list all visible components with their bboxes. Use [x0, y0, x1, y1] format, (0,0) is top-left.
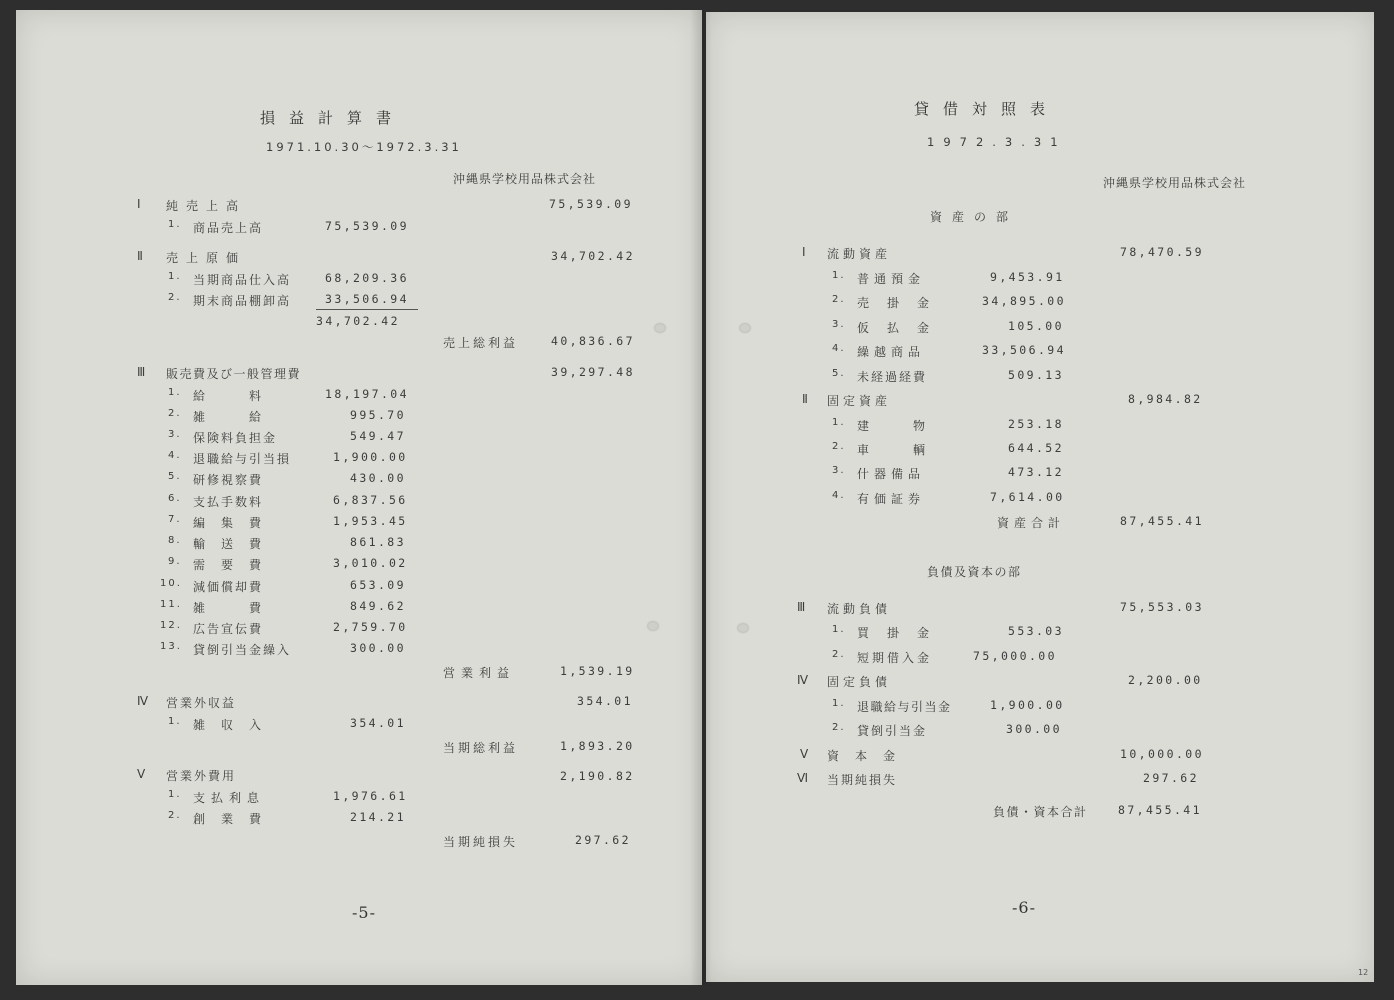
section-total: 78,470.59 — [1120, 245, 1204, 259]
result-label: 売上総利益 — [443, 336, 519, 350]
item-label: 建 物 — [857, 419, 928, 433]
section-label: 純売上高 — [166, 199, 247, 213]
section-total: 8,984.82 — [1128, 392, 1203, 406]
item-label: 売 掛 金 — [857, 296, 933, 310]
result-amount: 1,539.19 — [560, 664, 635, 678]
item-no: 12. — [160, 620, 182, 631]
item-label: 支払利息 — [193, 791, 266, 805]
section-roman: Ⅴ — [137, 767, 148, 781]
item-no: 5. — [168, 471, 182, 482]
section-roman: Ⅴ — [800, 747, 811, 761]
item-amount: 1,900.00 — [333, 450, 408, 464]
binding-pin-mark — [740, 324, 750, 332]
item-no: 3. — [832, 465, 846, 476]
section-total: 75,553.03 — [1120, 600, 1204, 614]
item-label: 給 料 — [193, 389, 264, 403]
section-label: 固定資産 — [827, 394, 892, 408]
result-amount: 40,836.67 — [551, 334, 635, 348]
item-label: 退職給与引当損 — [193, 452, 292, 466]
income-statement-title: 損益計算書 — [260, 109, 406, 127]
item-label: 需 要 費 — [193, 558, 264, 572]
item-amount: 33,506.94 — [325, 292, 409, 306]
item-amount: 105.00 — [1008, 319, 1064, 333]
item-label: 貸倒引当金 — [857, 724, 928, 738]
item-label: 退職給与引当金 — [857, 700, 952, 714]
item-no: 2. — [832, 649, 846, 660]
item-no: 1. — [168, 716, 182, 727]
item-amount: 430.00 — [350, 471, 406, 485]
item-amount: 1,976.61 — [333, 789, 408, 803]
section-roman: Ⅱ — [802, 392, 810, 406]
item-amount: 861.83 — [350, 535, 406, 549]
item-label: 広告宣伝費 — [193, 622, 264, 636]
section-label: 売上原価 — [166, 251, 247, 265]
item-no: 1. — [168, 789, 182, 800]
item-amount: 300.00 — [1006, 722, 1062, 736]
item-amount: 644.52 — [1008, 441, 1064, 455]
binding-pin-mark — [655, 324, 665, 332]
left-page-number: -5- — [352, 903, 376, 922]
item-label: 普通預金 — [857, 272, 926, 286]
item-no: 2. — [832, 441, 846, 452]
item-no: 6. — [168, 493, 182, 504]
item-label: 研修視察費 — [193, 473, 264, 487]
item-no: 7. — [168, 514, 182, 525]
item-amount: 9,453.91 — [990, 270, 1065, 284]
item-label: 車 輌 — [857, 443, 928, 457]
item-label: 期末商品棚卸高 — [193, 294, 292, 308]
left-company-name: 沖縄県学校用品株式会社 — [453, 172, 597, 186]
item-label: 買 掛 金 — [857, 626, 933, 640]
item-no: 4. — [832, 343, 846, 354]
item-no: 1. — [168, 219, 182, 230]
item-amount: 18,197.04 — [325, 387, 409, 401]
section-label: 営業外費用 — [166, 769, 237, 783]
item-no: 3. — [168, 429, 182, 440]
item-label: 貸倒引当金繰入 — [193, 643, 292, 657]
corner-mark: 12 — [1358, 968, 1369, 977]
result-label: 営業利益 — [443, 666, 516, 680]
assets-total: 87,455.41 — [1120, 514, 1204, 528]
binding-pin-mark — [648, 622, 658, 630]
item-no: 4. — [832, 490, 846, 501]
item-no: 2. — [832, 294, 846, 305]
item-no: 8. — [168, 535, 182, 546]
item-amount: 2,759.70 — [333, 620, 408, 634]
item-amount: 300.00 — [350, 641, 406, 655]
section-total: 75,539.09 — [549, 197, 633, 211]
assets-heading: 資産の部 — [930, 210, 1019, 224]
item-no: 3. — [832, 319, 846, 330]
item-amount: 1,900.00 — [990, 698, 1065, 712]
item-no: 5. — [832, 368, 846, 379]
income-statement-period: 1971.10.30〜1972.3.31 — [266, 140, 462, 154]
section-total: 39,297.48 — [551, 365, 635, 379]
subtotal-underline — [316, 309, 418, 310]
section-total: 2,190.82 — [560, 769, 635, 783]
section-roman: Ⅱ — [137, 249, 145, 263]
item-amount: 7,614.00 — [990, 490, 1065, 504]
liabilities-total: 87,455.41 — [1118, 803, 1202, 817]
item-amount: 3,010.02 — [333, 556, 408, 570]
section-total: 34,702.42 — [551, 249, 635, 263]
section-total: 10,000.00 — [1120, 747, 1204, 761]
item-label: 雑 給 — [193, 410, 264, 424]
item-label: 当期商品仕入高 — [193, 273, 292, 287]
result-amount: 1,893.20 — [560, 739, 635, 753]
item-label: 輸 送 費 — [193, 537, 264, 551]
item-amount: 33,506.94 — [982, 343, 1066, 357]
liabilities-total-label: 負債・資本合計 — [993, 805, 1088, 819]
result-amount: 297.62 — [575, 833, 631, 847]
item-amount: 75,539.09 — [325, 219, 409, 233]
binding-pin-mark — [738, 624, 748, 632]
item-label: 支払手数料 — [193, 495, 264, 509]
item-label: 創 業 費 — [193, 812, 264, 826]
item-amount: 849.62 — [350, 599, 406, 613]
item-no: 2. — [168, 810, 182, 821]
item-amount: 653.09 — [350, 578, 406, 592]
section-label: 流動負債 — [827, 602, 892, 616]
item-amount: 6,837.56 — [333, 493, 408, 507]
section-total: 2,200.00 — [1128, 673, 1203, 687]
book-gutter — [690, 10, 712, 985]
section-label: 流動資産 — [827, 247, 892, 261]
item-label: 繰越商品 — [857, 345, 926, 359]
item-amount: 75,000.00 — [973, 649, 1057, 663]
item-amount: 214.21 — [350, 810, 406, 824]
section-label: 当期純損失 — [827, 773, 898, 787]
balance-sheet-date: 1972.3.31 — [927, 135, 1067, 149]
item-no: 13. — [160, 641, 182, 652]
section-roman: Ⅲ — [137, 365, 148, 379]
section-roman: Ⅳ — [797, 673, 811, 687]
item-no: 2. — [168, 408, 182, 419]
liabilities-heading: 負債及資本の部 — [927, 565, 1022, 579]
item-amount: 253.18 — [1008, 417, 1064, 431]
section-roman: Ⅵ — [797, 771, 811, 785]
item-label: 仮 払 金 — [857, 321, 933, 335]
item-amount: 473.12 — [1008, 465, 1064, 479]
item-no: 1. — [832, 270, 846, 281]
item-label: 雑 費 — [193, 601, 264, 615]
right-page-number: -6- — [1012, 898, 1036, 917]
item-no: 1. — [832, 417, 846, 428]
item-no: 4. — [168, 450, 182, 461]
item-no: 10. — [160, 578, 182, 589]
item-no: 1. — [832, 698, 846, 709]
item-no: 11. — [160, 599, 182, 610]
item-amount: 995.70 — [350, 408, 406, 422]
item-label: 什器備品 — [857, 467, 926, 481]
item-no: 1. — [832, 624, 846, 635]
item-label: 商品売上高 — [193, 221, 264, 235]
item-no: 9. — [168, 556, 182, 567]
item-amount: 1,953.45 — [333, 514, 408, 528]
item-amount: 354.01 — [350, 716, 406, 730]
section-label: 営業外収益 — [166, 696, 237, 710]
item-amount: 509.13 — [1008, 368, 1064, 382]
result-label: 当期総利益 — [443, 741, 519, 755]
item-amount: 549.47 — [350, 429, 406, 443]
section-total: 354.01 — [577, 694, 633, 708]
result-label: 当期純損失 — [443, 835, 519, 849]
section-total: 297.62 — [1143, 771, 1199, 785]
item-no: 1. — [168, 271, 182, 282]
item-no: 2. — [832, 722, 846, 733]
item-label: 保険料負担金 — [193, 431, 278, 445]
item-label: 未経過経費 — [857, 370, 928, 384]
item-amount: 553.03 — [1008, 624, 1064, 638]
section-label: 固定負債 — [827, 675, 892, 689]
assets-total-label: 資産合計 — [997, 516, 1066, 530]
item-amount: 34,895.00 — [982, 294, 1066, 308]
right-company-name: 沖縄県学校用品株式会社 — [1103, 176, 1247, 190]
section-label: 販売費及び一般管理費 — [166, 367, 302, 381]
item-label: 減価償却費 — [193, 580, 264, 594]
item-label: 短期借入金 — [857, 651, 933, 665]
item-label: 有価証券 — [857, 492, 926, 506]
item-label: 編 集 費 — [193, 516, 264, 530]
item-label: 雑 収 入 — [193, 718, 264, 732]
section-roman: Ⅲ — [797, 600, 808, 614]
item-no: 1. — [168, 387, 182, 398]
cost-of-sales-subtotal: 34,702.42 — [316, 314, 400, 328]
section-label: 資 本 金 — [827, 749, 898, 763]
section-roman: Ⅳ — [137, 694, 151, 708]
balance-sheet-title: 貸借対照表 — [914, 100, 1060, 118]
item-amount: 68,209.36 — [325, 271, 409, 285]
section-roman: Ⅰ — [802, 245, 808, 259]
section-roman: Ⅰ — [137, 197, 143, 211]
item-no: 2. — [168, 292, 182, 303]
